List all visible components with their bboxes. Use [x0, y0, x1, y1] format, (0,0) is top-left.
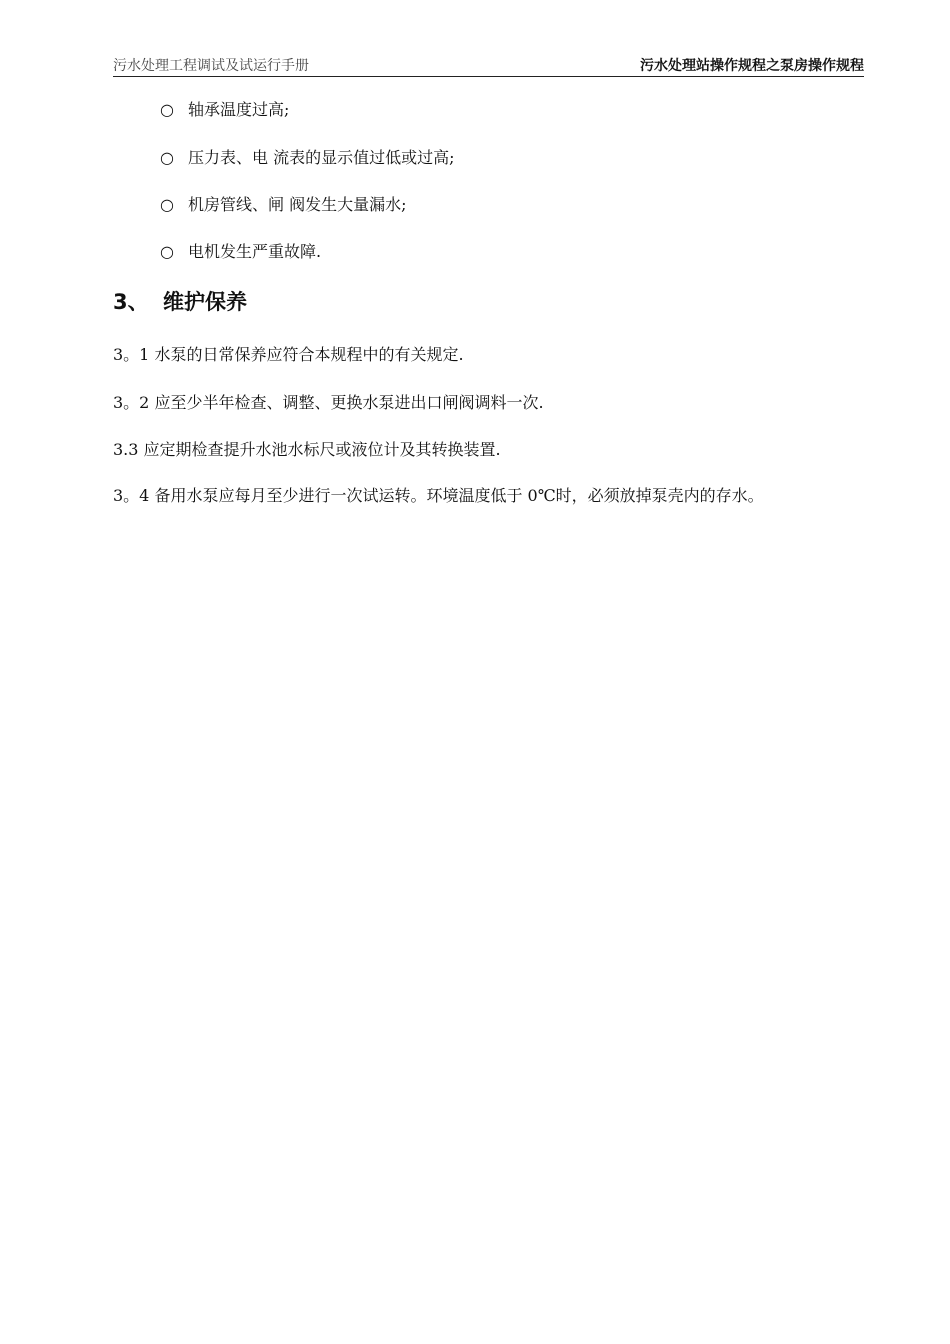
bullet-item	[160, 99, 289, 121]
paragraph: 3.3 应定期检查提升水池水标尺或液位计及其转换装置.	[113, 440, 501, 459]
header-chapter-title: 污水处理站操作规程之泵房操作规程	[640, 58, 864, 74]
paragraph: 3。2 应至少半年检查、调整、更换水泵进出口闸阀调料一次.	[113, 393, 544, 412]
bullet-text: 轴承温度过高;	[188, 100, 290, 119]
bullet-item	[160, 147, 454, 169]
page-header	[113, 54, 864, 77]
bullet-text: 压力表、电 流表的显示值过低或过高;	[188, 148, 455, 167]
header-manual-title: 污水处理工程调试及试运行手册	[113, 58, 309, 74]
section-title-text: 维护保养	[163, 290, 247, 314]
paragraph: 3。1 水泵的日常保养应符合本规程中的有关规定.	[113, 345, 464, 364]
section-number: 3、	[113, 290, 149, 314]
bullet-item	[160, 194, 406, 216]
circle-bullet-icon: ○	[160, 195, 174, 214]
section-heading	[113, 286, 247, 316]
paragraph: 3。4 备用水泵应每月至少进行一次试运转。环境温度低于 0℃时，必须放掉泵壳内的存水。	[113, 486, 764, 505]
circle-bullet-icon: ○	[160, 242, 174, 261]
bullet-text: 机房管线、闸 阀发生大量漏水;	[188, 195, 407, 214]
circle-bullet-icon: ○	[160, 100, 174, 119]
bullet-text: 电机发生严重故障.	[188, 242, 322, 261]
circle-bullet-icon: ○	[160, 148, 174, 167]
bullet-item	[160, 241, 321, 263]
